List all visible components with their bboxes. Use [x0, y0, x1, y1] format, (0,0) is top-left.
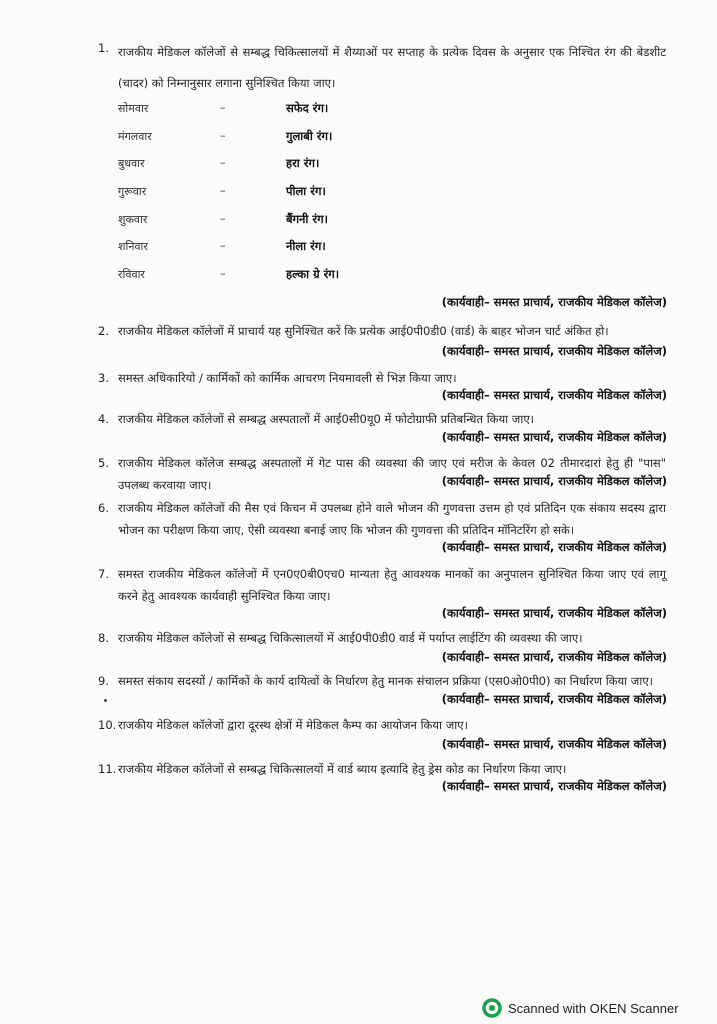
scanner-logo-icon — [482, 998, 502, 1018]
item-number: 8. — [98, 631, 109, 645]
schedule-dash: – — [220, 239, 226, 252]
schedule-color: गुलाबी रंग। — [286, 129, 333, 143]
schedule-color: सफेद रंग। — [286, 101, 329, 115]
schedule-day: शुकवार — [118, 213, 148, 226]
schedule-dash: – — [220, 156, 226, 169]
list-item — [98, 627, 668, 649]
list-item — [98, 37, 668, 90]
action-line: (कार्यवाही– समस्त प्राचार्य, राजकीय मेडिकल कॉलेज) — [441, 295, 667, 309]
item-number: 10. — [98, 718, 117, 732]
item-text: राजकीय मेडिकल कॉलेजों में प्राचार्य यह सुनिश्चित करें कि प्रत्येक आई0पी0डी0 (वार्ड) के बाहर भोजन चार्ट अंकित हो। — [118, 324, 609, 338]
item-text: राजकीय मेडिकल कॉलेजों से सम्बद्ध अस्पतालों में आई0सी0यू0 में फोटोग्राफी प्रतिबन्धित किया जाए। — [118, 412, 535, 426]
action-line: (कार्यवाही– समस्त प्राचार्य, राजकीय मेडिकल कॉलेज) — [441, 737, 667, 751]
action-line: (कार्यवाही– समस्त प्राचार्य, राजकीय मेडिकल कॉलेज) — [441, 474, 667, 488]
item-text: राजकीय मेडिकल कॉलेजों से सम्बद्ध चिकित्सालयों में शैय्याओं पर सप्ताह के प्रत्येक दिवस के अनुसार एक निश्चित रंग की बेडशीट (चादर) को निम्नानुसार लगाना सुनिश्चित किया जाए। — [118, 45, 666, 90]
item-text: समस्त अधिकारियो / कार्मिकों को कार्मिक आचरण नियमावली से भिज्ञ किया जाए। — [118, 371, 457, 385]
item-text: समस्त राजकीय मेडिकल कॉलेजों में एन0ए0बी0एच0 मान्यता हेतु आवश्यक मानकों का अनुपालन सुनिश्चित किया जाए एवं लागू करने हेतु आवश्यक कार्यवाही सुनिश्चित किया जाए। — [118, 567, 666, 603]
item-number: 2. — [98, 324, 109, 338]
list-item — [98, 563, 668, 607]
item-text: राजकीय मेडिकल कॉलेजों से सम्बद्ध चिकित्सालयों में आई0पी0डी0 वार्ड में पर्याप्त लाईटिंग की व्यवस्था की जाए। — [118, 631, 583, 645]
item-number: 6. — [98, 501, 109, 515]
schedule-dash: – — [220, 129, 226, 142]
item-number: 4. — [98, 412, 109, 426]
item-text: राजकीय मेडिकल कॉलेजों द्वारा दूरस्थ क्षेत्रों में मेडिकल कैम्प का आयोजन किया जाए। — [118, 718, 468, 732]
schedule-day: सोमवार — [118, 102, 149, 115]
watermark-text: Scanned with OKEN Scanner — [508, 1000, 679, 1016]
schedule-color: पीला रंग। — [286, 184, 326, 198]
schedule-day: बुधवार — [118, 157, 145, 170]
schedule-dash: – — [220, 184, 226, 197]
list-item — [98, 408, 668, 430]
schedule-color: हरा रंग। — [286, 156, 320, 170]
list-item — [98, 714, 668, 736]
action-line: (कार्यवाही– समस्त प्राचार्य, राजकीय मेडिकल कॉलेज) — [441, 779, 667, 793]
item-number: 3. — [98, 371, 109, 385]
schedule-day: मंगलवार — [118, 130, 152, 143]
action-line: (कार्यवाही– समस्त प्राचार्य, राजकीय मेडिकल कॉलेज) — [441, 430, 667, 444]
list-item — [98, 367, 668, 389]
schedule-day: शनिवार — [118, 240, 148, 253]
action-line: (कार्यवाही– समस्त प्राचार्य, राजकीय मेडिकल कॉलेज) — [441, 650, 667, 664]
item-text: समस्त संकाय सदस्यों / कार्मिकों के कार्य दायित्वों के निर्धारण हेतु मानक संचालन प्रक्रिया (एस0ओ0पी0) का निर्धारण किया जाए। — [118, 674, 654, 688]
action-line: (कार्यवाही– समस्त प्राचार्य, राजकीय मेडिकल कॉलेज) — [441, 388, 667, 402]
item-number: 11. — [98, 762, 117, 776]
item-number: 9. — [98, 674, 109, 688]
schedule-dash: – — [220, 267, 226, 280]
item-number: 7. — [98, 567, 109, 581]
item-text: राजकीय मेडिकल कॉलेजों से सम्बद्ध चिकित्सालयों में वार्ड ब्याय इत्यादि हेतु ड्रेस कोड का निर्धारण किया जाए। — [118, 762, 567, 776]
schedule-color: नीला रंग। — [286, 239, 326, 253]
action-line: (कार्यवाही– समस्त प्राचार्य, राजकीय मेडिकल कॉलेज) — [441, 692, 667, 706]
scan-mark — [104, 699, 107, 702]
schedule-dash: – — [220, 101, 226, 114]
action-line: (कार्यवाही– समस्त प्राचार्य, राजकीय मेडिकल कॉलेज) — [441, 540, 667, 554]
schedule-day: रविवार — [118, 268, 145, 281]
action-line: (कार्यवाही– समस्त प्राचार्य, राजकीय मेडिकल कॉलेज) — [441, 344, 667, 358]
item-number: 5. — [98, 456, 109, 470]
schedule-dash: – — [220, 212, 226, 225]
scanner-watermark — [482, 996, 679, 1020]
action-line: (कार्यवाही– समस्त प्राचार्य, राजकीय मेडिकल कॉलेज) — [441, 606, 667, 620]
schedule-color: बैंगनी रंग। — [286, 212, 328, 226]
schedule-color: हल्का ग्रे रंग। — [286, 267, 340, 281]
item-text: राजकीय मेडिकल कॉलेजों की मैस एवं किचन में उपलब्ध होने वाले भोजन की गुणवत्ता उत्तम हो एवं प्रतिदिन एक संकाय सदस्य द्वारा भोजन का परीक्षण किया जाए, ऐसी व्यवस्था बनाई जाए कि भोजन की गुणवत्ता की प्रतिदिन मॉनिटरिंग हो सके। — [118, 501, 666, 537]
list-item — [98, 758, 668, 780]
item-number: 1. — [98, 41, 109, 55]
item-text: राजकीय मेडिकल कॉलेज सम्बद्ध अस्पतालों में गेट पास की व्यवस्था की जाए एवं मरीज के केवल 02 तीमारदारां हेतु ही "पास" उपलब्ध करवाया जाए। — [118, 456, 666, 492]
schedule-day: गुरूवार — [118, 185, 147, 198]
